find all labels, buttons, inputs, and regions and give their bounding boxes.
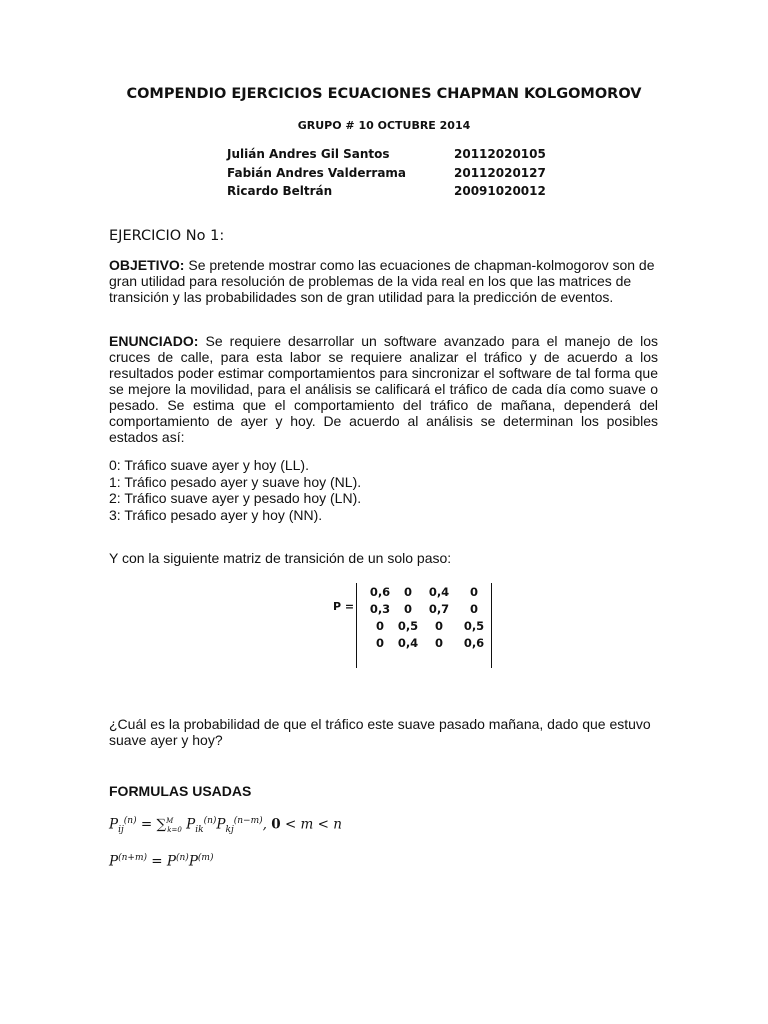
- author-row: [227, 164, 546, 183]
- state-item: 2: Tráfico suave ayer y pesado hoy (LN).: [109, 490, 362, 506]
- author-name: Julián Andres Gil Santos: [227, 147, 390, 161]
- question-text: ¿Cuál es la probabilidad de que el tráfico este suave pasado mañana, dado que estuvo suave ayer y hoy?: [109, 716, 651, 748]
- objective-label: OBJETIVO:: [109, 257, 185, 273]
- author-code: 20112020105: [454, 147, 546, 161]
- exercise-title: EJERCICIO No 1:: [109, 228, 225, 244]
- matrix-cell: 0: [403, 585, 412, 599]
- matrix-cell: 0,7: [428, 602, 450, 616]
- matrix-cell: 0,5: [463, 619, 485, 633]
- matrix-cell: 0: [469, 585, 478, 599]
- objective-text: Se pretende mostrar como las ecuaciones de chapman-kolmogorov son de gran utilidad para resolución de problemas de la vida real en los que las matrices de transición y las probabilidades son de gran utilidad para la predicción de eventos.: [109, 257, 655, 305]
- matrix-cell: 0,3: [369, 602, 391, 616]
- matrix-intro: Y con la siguiente matriz de transición de un solo paso:: [109, 550, 452, 566]
- matrix-cell: 0,4: [397, 636, 419, 650]
- state-item: 1: Tráfico pesado ayer y suave hoy (NL).: [109, 473, 362, 490]
- chapman-kolmogorov-formula: $P_{ij}^{(n)} = \sum^M_{k=0}$ $P_{ik}^{(n)}P_{kj}^{(n-m)}$, 0 < m < n: [109, 816, 342, 836]
- states-list: [109, 457, 361, 523]
- author-name: Fabián Andres Valderrama: [227, 165, 407, 180]
- author-name: Ricardo Beltrán: [227, 184, 333, 198]
- matrix-cell: 0,5: [397, 619, 419, 633]
- author-row: [227, 145, 546, 164]
- matrix-cell: 0,6: [463, 636, 485, 650]
- document-subtitle: GRUPO # 10 OCTUBRE 2014: [297, 119, 471, 132]
- statement-label: ENUNCIADO:: [109, 333, 199, 349]
- matrix-cell: 0: [434, 619, 443, 633]
- matrix-cell: 0: [403, 602, 412, 616]
- state-item: 3: Tráfico pesado ayer y hoy (NN).: [109, 506, 323, 523]
- formulas-heading: FORMULAS USADAS: [109, 783, 252, 799]
- matrix-cell: 0: [469, 602, 478, 616]
- document-title: COMPENDIO EJERCICIOS ECUACIONES CHAPMAN KOLGOMOROV: [126, 86, 642, 102]
- matrix-cell: 0,4: [428, 585, 450, 599]
- statement-paragraph: [109, 333, 658, 445]
- author-row: [227, 182, 546, 201]
- author-code: 20112020127: [454, 165, 546, 180]
- matrix-label: P =: [333, 600, 355, 613]
- matrix-power-formula: $P^{(n+m)} = P^{(n)}P^{(m)}$: [109, 853, 214, 870]
- matrix-cell: 0: [375, 636, 384, 650]
- state-item: 0: Tráfico suave ayer y hoy (LL).: [109, 457, 309, 473]
- statement-text: Se requiere desarrollar un software avanzado para el manejo de los cruces de calle, para esta labor se requiere analizar el tráfico y de acuerdo a los resultados poder estimar comportamientos para sincronizar el software de tal forma que se mejore la movilidad, para el análisis se calificará el tráfico de cada día como suave o pesado. Se estima que el comportamiento del tráfico de mañana, dependerá del comportamiento de ayer y hoy. De acuerdo al análisis se determinan los posibles estados así:: [109, 333, 658, 445]
- matrix-left-bar: [356, 583, 357, 668]
- authors-list: [227, 145, 546, 201]
- matrix-cell: 0: [375, 619, 384, 633]
- matrix-cell: 0: [434, 636, 443, 650]
- author-code: 20091020012: [454, 184, 546, 198]
- objective-paragraph: [109, 257, 658, 305]
- matrix-cell: 0,6: [369, 585, 391, 599]
